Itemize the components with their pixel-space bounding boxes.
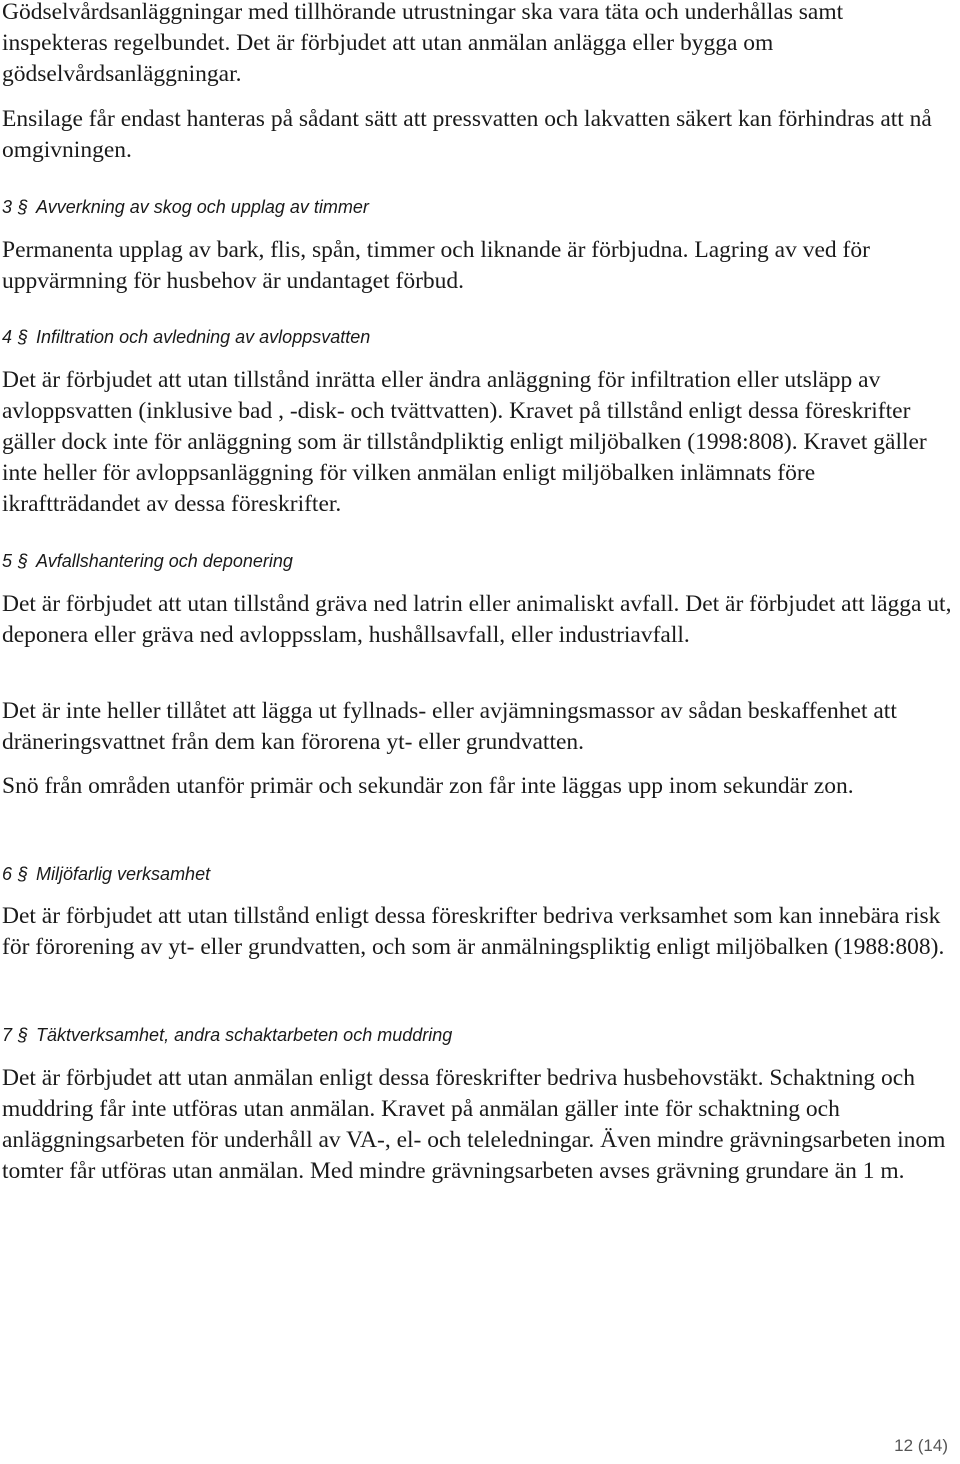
paragraph-manure-facilities: Gödselvårdsanläggningar med tillhörande utrustningar ska vara täta och underhållas samt inspekteras regelbundet. Det är förbjudet att utan anmälan anlägga eller bygga om gödselvårdsanläggningar. xyxy=(2,0,844,87)
paragraph-infiltration: Det är förbjudet att utan tillstånd inrätta eller ändra anläggning för infiltration eller utsläpp av avloppsvatten (inklusive bad , -disk- och tvättvatten). Kravet på tillstånd enligt dessa föreskrifter gäller dock inte för anläggning som är tillståndpliktig enligt miljöbalken (1998:808). Kravet gäller inte heller för avloppsanläggning för vilken anmälan enligt miljöbalken inlämnats före ikraftträdandet av dessa föreskrifter. xyxy=(2,367,927,517)
paragraph-symbol: § xyxy=(18,551,29,571)
section-heading-6 xyxy=(2,862,210,886)
section-heading-5 xyxy=(2,549,293,573)
section-number: 4 xyxy=(2,327,13,347)
paragraph-timber-storage: Permanenta upplag av bark, flis, spån, timmer och liknande är förbjudna. Lagring av ved för uppvärmning för husbehov är undantaget förbud. xyxy=(2,237,870,294)
paragraph-symbol: § xyxy=(18,1025,29,1045)
section-heading-4 xyxy=(2,325,370,349)
paragraph-excavation: Det är förbjudet att utan anmälan enligt dessa föreskrifter bedriva husbehovstäkt. Schaktning och muddring får inte utföras utan anmälan. Kravet på anmälan gäller inte för schaktning och anläggningsarbeten för underhåll av VA-, el- och teleledningar. Även mindre grävningsarbeten inom tomter får utföras utan anmälan. Med mindre grävningsarbeten avses grävning grundare än 1 m. xyxy=(2,1065,946,1184)
section-number: 7 xyxy=(2,1025,13,1045)
paragraph-waste-disposal: Det är förbjudet att utan tillstånd gräva ned latrin eller animaliskt avfall. Det är förbjudet att lägga ut, deponera eller gräva ned avloppsslam, hushållsavfall, eller industriavfall. xyxy=(2,591,952,648)
section-title: Miljöfarlig verksamhet xyxy=(36,864,211,884)
section-number: 5 xyxy=(2,551,13,571)
section-number: 3 xyxy=(2,197,13,217)
section-title: Avverkning av skog och upplag av timmer xyxy=(36,197,369,217)
section-heading-3 xyxy=(2,195,369,219)
page-number: 12 (14) xyxy=(894,1436,948,1455)
section-heading-7 xyxy=(2,1023,452,1047)
paragraph-silage: Ensilage får endast hanteras på sådant sätt att pressvatten och lakvatten säkert kan förhindras att nå omgivningen. xyxy=(2,106,932,163)
paragraph-symbol: § xyxy=(18,327,29,347)
paragraph-symbol: § xyxy=(18,864,29,884)
section-title: Infiltration och avledning av avloppsvatten xyxy=(36,327,371,347)
section-number: 6 xyxy=(2,864,13,884)
paragraph-environmental-activity: Det är förbjudet att utan tillstånd enligt dessa föreskrifter bedriva verksamhet som kan innebära risk för förorening av yt- eller grundvatten, och som är anmälningspliktig enligt miljöbalken (1988:808). xyxy=(2,903,945,960)
paragraph-symbol: § xyxy=(18,197,29,217)
paragraph-snow: Snö från områden utanför primär och sekundär zon får inte läggas upp inom sekundär zon. xyxy=(2,773,854,799)
paragraph-fill-materials: Det är inte heller tillåtet att lägga ut fyllnads- eller avjämningsmassor av sådan beskaffenhet att dräneringsvattnet från dem kan förorena yt- eller grundvatten. xyxy=(2,698,897,755)
section-title: Täktverksamhet, andra schaktarbeten och muddring xyxy=(36,1025,453,1045)
section-title: Avfallshantering och deponering xyxy=(36,551,293,571)
